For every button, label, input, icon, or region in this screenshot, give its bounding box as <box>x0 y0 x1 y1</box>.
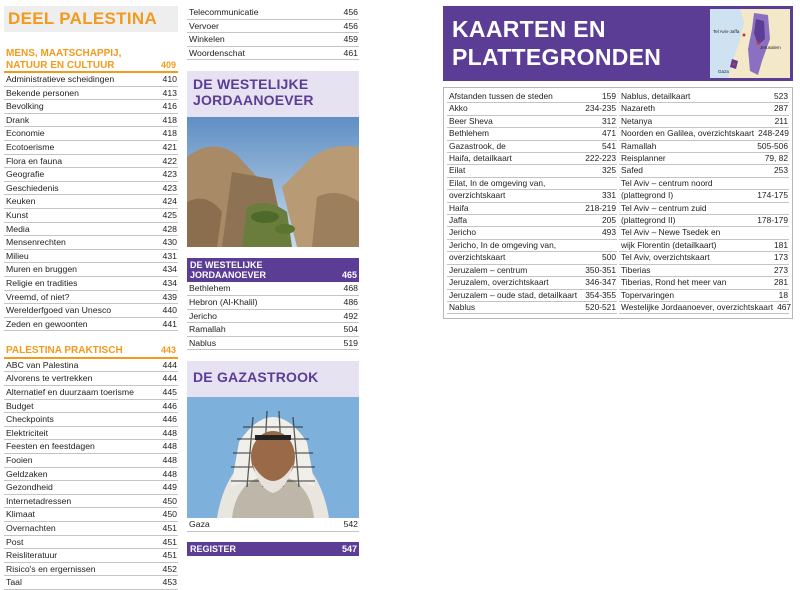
toc-entry[interactable] <box>447 277 617 289</box>
toc-entry-label: Akko <box>449 103 468 114</box>
toc-entry-label: Eilat, In de omgeving van, <box>449 177 546 188</box>
toc-entry[interactable] <box>447 290 617 302</box>
toc-entry[interactable] <box>619 91 789 103</box>
toc-entry[interactable] <box>619 128 789 140</box>
toc-entry-page: 173 <box>774 252 788 263</box>
toc-entry[interactable] <box>619 178 789 190</box>
section-page: 465 <box>341 270 357 281</box>
toc-entry-label: Budget <box>6 400 34 411</box>
toc-entry-label: Ramallah <box>189 324 226 335</box>
toc-entry-label: Tiberias, Rond het meer van <box>621 277 727 288</box>
toc-entry-page: 331 <box>602 190 616 201</box>
toc-entry[interactable] <box>4 209 178 223</box>
toc-entry-page: 493 <box>602 227 616 238</box>
toc-entry-label: (plattegrond II) <box>621 215 676 226</box>
toc-entry[interactable] <box>619 116 789 128</box>
toc-entry-page: 178-179 <box>757 215 788 226</box>
maps-list-left <box>447 91 617 314</box>
toc-entry-label: Safed <box>621 165 643 176</box>
toc-entry-label: Kunst <box>6 209 29 220</box>
toc-entry[interactable] <box>4 454 178 468</box>
toc-entry[interactable] <box>4 195 178 209</box>
toc-entry-page: 450 <box>162 509 177 520</box>
toc-entry-page: 418 <box>162 114 177 125</box>
toc-entry-page: 542 <box>343 519 358 530</box>
toc-entry[interactable] <box>4 400 178 414</box>
toc-entry-label: Nazareth <box>621 103 655 114</box>
toc-entry[interactable] <box>4 73 178 87</box>
toc-entry-label: Flora en fauna <box>6 155 63 166</box>
toc-entry[interactable] <box>619 203 789 215</box>
toc-entry-page: 448 <box>162 454 177 465</box>
maps-index <box>443 6 793 319</box>
toc-entry[interactable] <box>619 240 789 252</box>
toc-entry-page: 79, 82 <box>764 153 788 164</box>
toc-entry-label: Administratieve scheidingen <box>6 74 115 84</box>
toc-entry-label: Elektriciteit <box>6 427 48 438</box>
toc-entry-page: 434 <box>162 277 177 288</box>
toc-entry[interactable] <box>4 223 178 237</box>
toc-list-praktisch <box>4 359 178 590</box>
toc-entry-page: 459 <box>343 34 358 45</box>
toc-entry-page: 211 <box>774 115 788 126</box>
toc-entry-page: 452 <box>162 563 177 574</box>
toc-entry-label: Jericho <box>189 310 218 321</box>
section-header-praktisch[interactable]: PALESTINA PRAKTISCH 443 <box>4 345 178 359</box>
toc-entry-page <box>612 240 616 251</box>
toc-entry-label: Media <box>6 223 30 234</box>
toc-entry-label: Gezondheid <box>6 482 53 493</box>
maps-header <box>443 6 793 81</box>
toc-entry[interactable] <box>447 252 617 264</box>
toc-entry[interactable] <box>187 20 359 34</box>
toc-entry[interactable] <box>187 296 359 310</box>
toc-entry-label: Milieu <box>6 250 29 261</box>
toc-entry[interactable] <box>4 549 178 563</box>
toc-entry-page: 234-235 <box>585 103 616 114</box>
toc-entry-page: 181 <box>774 239 788 250</box>
toc-entry-page: 541 <box>602 140 616 151</box>
toc-entry-label: (plattegrond I) <box>621 190 674 201</box>
toc-entry-page: 451 <box>162 536 177 547</box>
toc-entry-label: Jeruzalem – oude stad, detailkaart <box>449 289 578 300</box>
maps-title: KAARTEN EN PLATTEGRONDEN <box>452 16 662 70</box>
toc-entry-label: Bethlehem <box>449 128 490 139</box>
toc-entry-page: 423 <box>162 182 177 193</box>
toc-entry-label: Fooien <box>6 454 33 465</box>
part-title: DEEL PALESTINA <box>4 6 178 32</box>
toc-entry-label: Jeruzalem – centrum <box>449 264 528 275</box>
toc-entry-label: Alvorens te vertrekken <box>6 373 93 384</box>
toc-entry[interactable] <box>619 301 792 314</box>
toc-entry-page: 281 <box>774 277 788 288</box>
toc-entry-page: 453 <box>162 577 177 588</box>
toc-entry[interactable] <box>187 323 359 337</box>
toc-entry[interactable] <box>187 47 359 61</box>
westbank-landscape-photo <box>187 117 359 247</box>
toc-entry[interactable] <box>4 114 178 128</box>
toc-entry-label: Afstanden tussen de steden <box>449 91 553 101</box>
westbank-section-bar[interactable]: DE WESTELIJKE JORDAANOEVER 465 <box>187 258 359 282</box>
toc-entry[interactable] <box>4 236 178 250</box>
toc-entry-page: 248-249 <box>758 128 789 139</box>
toc-entry-page: 440 <box>162 305 177 316</box>
toc-entry[interactable] <box>4 168 178 182</box>
toc-entry[interactable] <box>4 100 178 114</box>
toc-entry-page: 354-355 <box>585 289 616 300</box>
toc-entry-page: 445 <box>162 386 177 397</box>
toc-entry-label: Haifa, detailkaart <box>449 153 512 164</box>
svg-text:Jerusalem: Jerusalem <box>760 45 781 50</box>
toc-entry-page: 416 <box>162 101 177 112</box>
toc-entry[interactable] <box>4 263 178 277</box>
toc-entry[interactable] <box>619 141 789 153</box>
toc-entry-label: Muren en bruggen <box>6 264 77 275</box>
toc-entry[interactable] <box>4 495 178 509</box>
toc-entry[interactable] <box>447 103 617 115</box>
register-bar[interactable]: REGISTER 547 <box>187 542 359 556</box>
toc-entry[interactable] <box>4 413 178 427</box>
svg-text:Tel Aviv-Jaffa: Tel Aviv-Jaffa <box>713 29 740 34</box>
toc-entry-page: 423 <box>162 169 177 180</box>
toc-column-regions <box>187 6 359 556</box>
toc-entry[interactable] <box>447 153 617 165</box>
toc-entry-page: 523 <box>774 91 788 101</box>
toc-entry-label: Westelijke Jordaanoever, overzichtskaart <box>621 301 774 312</box>
toc-entry-label: Jeruzalem, overzichtskaart <box>449 277 549 288</box>
toc-entry-page: 456 <box>343 20 358 31</box>
toc-entry-label: Geldzaken <box>6 468 48 479</box>
toc-entry-label: Nablus <box>189 337 217 348</box>
toc-entry[interactable] <box>4 304 178 318</box>
toc-entry-page: 350-351 <box>585 264 616 275</box>
toc-list-continued <box>187 6 359 60</box>
toc-entry-label: Vervoer <box>189 20 219 31</box>
toc-entry-page: 418 <box>162 128 177 139</box>
toc-entry[interactable] <box>619 103 789 115</box>
svg-text:Gaza: Gaza <box>718 69 729 74</box>
toc-entry-page: 205 <box>602 215 616 226</box>
toc-entry-label: Tel Aviv – Newe Tsedek en <box>621 227 721 238</box>
toc-entry-page <box>612 178 616 189</box>
toc-entry-page <box>784 178 788 189</box>
toc-entry[interactable] <box>619 265 789 277</box>
toc-entry-label: Topervaringen <box>621 289 675 300</box>
toc-entry-label: Haifa <box>449 202 469 213</box>
toc-entry[interactable] <box>619 165 789 177</box>
toc-entry[interactable] <box>187 33 359 47</box>
toc-list-gaza <box>187 518 359 532</box>
toc-list-mens <box>4 73 178 331</box>
toc-entry[interactable] <box>4 87 178 101</box>
toc-entry-page: 468 <box>343 283 358 294</box>
section-page: 547 <box>341 543 357 554</box>
toc-entry[interactable] <box>447 240 617 252</box>
toc-entry[interactable] <box>447 141 617 153</box>
toc-entry-page: 439 <box>162 291 177 302</box>
toc-entry[interactable] <box>4 277 178 291</box>
toc-entry-page: 325 <box>602 165 616 176</box>
toc-entry-page: 441 <box>162 318 177 329</box>
toc-entry[interactable] <box>447 91 617 103</box>
toc-entry-label: Tiberias <box>621 264 651 275</box>
toc-entry[interactable] <box>4 563 178 577</box>
toc-entry[interactable] <box>4 440 178 454</box>
toc-entry-label: Winkelen <box>189 34 225 45</box>
toc-entry-label: Vreemd, of niet? <box>6 291 70 302</box>
toc-entry-page: 448 <box>162 441 177 452</box>
toc-entry-page: 425 <box>162 209 177 220</box>
toc-entry-label: Bethlehem <box>189 283 231 294</box>
toc-entry[interactable] <box>187 6 359 20</box>
toc-entry-page: 222-223 <box>585 153 616 164</box>
canyon-illustration <box>187 117 359 247</box>
toc-entry-page: 428 <box>162 223 177 234</box>
toc-entry-label: Noorden en Galilea, overzichtskaart <box>621 128 755 139</box>
toc-entry-page: 504 <box>343 324 358 335</box>
toc-entry-label: Post <box>6 536 24 547</box>
toc-entry-page: 505-506 <box>757 140 788 151</box>
toc-entry-page: 174-175 <box>757 190 788 201</box>
section-header-mens[interactable]: MENS, MAATSCHAPPIJ, NATUUR EN CULTUUR 409 <box>4 48 178 73</box>
section-page: 443 <box>160 345 176 356</box>
toc-entry-page: 346-347 <box>585 277 616 288</box>
toc-entry-label: Gaza <box>189 519 210 530</box>
toc-entry-label: Risico's en ergernissen <box>6 563 96 574</box>
toc-entry-page: 461 <box>343 47 358 58</box>
toc-entry[interactable] <box>4 155 178 169</box>
toc-entry[interactable] <box>447 190 617 202</box>
toc-entry-page: 421 <box>162 141 177 152</box>
region-map-thumbnail <box>710 9 790 78</box>
section-page: 409 <box>160 59 176 70</box>
toc-entry-page: 424 <box>162 196 177 207</box>
toc-entry[interactable] <box>4 250 178 264</box>
toc-entry-page: 18 <box>778 289 788 300</box>
toc-entry[interactable] <box>4 468 178 482</box>
toc-entry[interactable] <box>4 127 178 141</box>
toc-entry-label: Overnachten <box>6 522 56 533</box>
toc-entry-label: ABC van Palestina <box>6 359 79 370</box>
toc-entry-page: 312 <box>602 115 616 126</box>
toc-entry[interactable] <box>447 165 617 177</box>
toc-entry-page: 450 <box>162 495 177 506</box>
toc-entry-label: Telecommunicatie <box>189 7 259 17</box>
toc-entry-page: 218-219 <box>585 202 616 213</box>
gaza-portrait-photo <box>187 397 359 518</box>
toc-entry-label: Alternatief en duurzaam toerisme <box>6 386 134 397</box>
toc-entry-page: 451 <box>162 550 177 561</box>
toc-entry-page: 500 <box>602 252 616 263</box>
toc-entry-page: 451 <box>162 522 177 533</box>
toc-entry-label: Drank <box>6 114 30 125</box>
toc-entry[interactable] <box>619 277 789 289</box>
toc-entry[interactable] <box>447 215 617 227</box>
toc-entry-label: Tel Aviv – centrum noord <box>621 177 713 188</box>
toc-entry-page: 434 <box>162 264 177 275</box>
toc-entry-label: Eilat <box>449 165 466 176</box>
toc-column-palestina <box>4 6 178 590</box>
toc-entry[interactable] <box>187 518 359 532</box>
toc-entry-page: 159 <box>602 91 616 101</box>
toc-entry[interactable] <box>4 318 178 332</box>
toc-entry-page: 486 <box>343 296 358 307</box>
toc-entry[interactable] <box>447 178 617 190</box>
toc-entry-label: Geschiedenis <box>6 182 59 193</box>
toc-list-westbank <box>187 282 359 350</box>
toc-entry-page: 492 <box>343 310 358 321</box>
toc-entry[interactable] <box>447 265 617 277</box>
toc-entry-page: 444 <box>162 359 177 370</box>
toc-entry-page: 471 <box>602 128 616 139</box>
toc-entry[interactable] <box>187 282 359 296</box>
toc-entry[interactable] <box>4 141 178 155</box>
toc-entry-label: Jericho, In de omgeving van, <box>449 239 557 250</box>
toc-entry-label: Nablus, detailkaart <box>621 91 691 101</box>
toc-entry-page: 431 <box>162 250 177 261</box>
toc-entry-label: Werelderfgoed van Unesco <box>6 305 112 316</box>
toc-entry-label: Gazastrook, de <box>449 140 506 151</box>
toc-entry-label: Economie <box>6 128 45 139</box>
toc-entry-label: Jericho <box>449 227 476 238</box>
toc-entry-label: Nablus <box>449 301 476 312</box>
toc-entry-page: 413 <box>162 87 177 98</box>
toc-entry[interactable] <box>4 508 178 522</box>
toc-entry[interactable] <box>4 536 178 550</box>
toc-entry-label: Reisliteratuur <box>6 550 58 561</box>
toc-entry-label: Geografie <box>6 169 45 180</box>
toc-entry[interactable] <box>187 337 359 351</box>
toc-entry[interactable] <box>447 116 617 128</box>
gaza-chapter-title: DE GAZASTROOK <box>187 361 359 397</box>
toc-entry-page <box>784 227 788 238</box>
toc-entry[interactable] <box>4 386 178 400</box>
toc-entry-page: 520-521 <box>585 301 616 312</box>
toc-entry-label: overzichtskaart <box>449 190 506 201</box>
toc-entry-label: Beer Sheva <box>449 115 493 126</box>
toc-entry[interactable] <box>619 215 789 227</box>
toc-entry-page: 253 <box>774 165 788 176</box>
toc-entry-page <box>784 203 788 214</box>
toc-entry-label: Religie en tradities <box>6 277 78 288</box>
toc-entry-label: Keuken <box>6 196 36 207</box>
toc-entry-page: 446 <box>162 400 177 411</box>
toc-entry[interactable] <box>4 481 178 495</box>
toc-entry[interactable] <box>4 372 178 386</box>
toc-entry-label: Jaffa <box>449 215 468 226</box>
toc-entry-page: 467 <box>777 301 792 312</box>
toc-entry-label: Taal <box>6 577 22 588</box>
toc-entry-label: Mensenrechten <box>6 237 66 248</box>
toc-entry-label: Checkpoints <box>6 414 54 425</box>
toc-entry[interactable] <box>619 190 789 202</box>
toc-entry-page: 456 <box>343 7 358 17</box>
toc-entry-label: Reisplanner <box>621 153 666 164</box>
toc-entry[interactable] <box>619 252 789 264</box>
maps-list-right <box>619 91 792 314</box>
toc-entry[interactable] <box>4 359 178 373</box>
toc-entry-label: overzichtskaart <box>449 252 506 263</box>
toc-entry-label: Ramallah <box>621 140 657 151</box>
toc-entry-page: 430 <box>162 237 177 248</box>
toc-entry[interactable] <box>447 128 617 140</box>
toc-entry[interactable] <box>447 203 617 215</box>
toc-entry-page: 448 <box>162 427 177 438</box>
man-with-keffiyeh-illustration <box>187 397 359 518</box>
toc-entry-page: 287 <box>774 103 788 114</box>
toc-entry-page: 519 <box>343 337 358 348</box>
toc-entry-label: Netanya <box>621 115 653 126</box>
toc-entry-page: 410 <box>162 74 177 84</box>
toc-entry-label: Bekende personen <box>6 87 79 98</box>
toc-entry-label: Klimaat <box>6 509 35 520</box>
toc-entry-page: 422 <box>162 155 177 166</box>
toc-entry-label: Feesten en feestdagen <box>6 441 95 452</box>
toc-entry-label: Zeden en gewoonten <box>6 318 88 329</box>
toc-entry-label: wijk Florentin (detailkaart) <box>621 239 717 250</box>
toc-entry[interactable] <box>619 227 789 239</box>
toc-entry[interactable] <box>4 427 178 441</box>
toc-entry[interactable] <box>4 291 178 305</box>
toc-entry[interactable] <box>4 576 178 590</box>
toc-entry[interactable] <box>619 290 789 302</box>
toc-entry[interactable] <box>187 310 359 324</box>
toc-entry-page: 449 <box>162 482 177 493</box>
westbank-chapter-title: DE WESTELIJKE JORDAANOEVER <box>187 71 359 117</box>
toc-entry[interactable] <box>4 522 178 536</box>
toc-entry[interactable] <box>447 302 617 314</box>
toc-entry-label: Hebron (Al-Khalil) <box>189 296 258 307</box>
toc-entry-page: 446 <box>162 414 177 425</box>
toc-entry-label: Bevolking <box>6 101 44 112</box>
toc-entry[interactable] <box>619 153 789 165</box>
toc-entry-label: Tel Aviv, overzichtskaart <box>621 252 710 263</box>
toc-entry-page: 273 <box>774 264 788 275</box>
toc-entry-page: 444 <box>162 373 177 384</box>
toc-entry-page: 448 <box>162 468 177 479</box>
toc-entry-label: Tel Aviv – centrum zuid <box>621 202 707 213</box>
toc-entry-label: Woordenschat <box>189 47 245 58</box>
toc-entry-label: Internetadressen <box>6 495 72 506</box>
maps-list-box <box>443 87 793 319</box>
toc-entry[interactable] <box>447 227 617 239</box>
toc-entry[interactable] <box>4 182 178 196</box>
toc-entry-label: Ecotoerisme <box>6 141 55 152</box>
